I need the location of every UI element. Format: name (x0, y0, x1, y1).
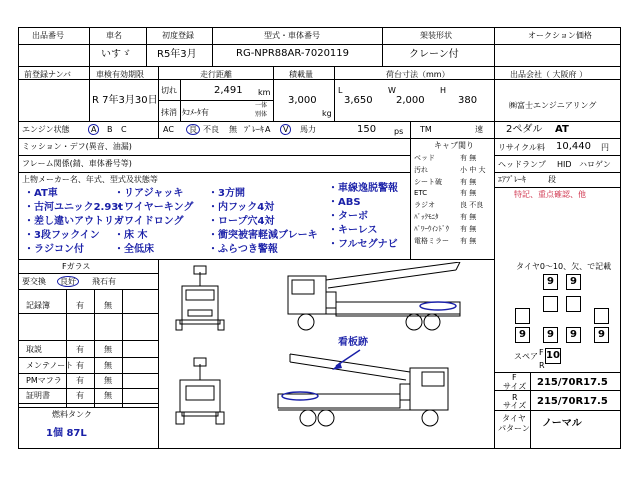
equipment-item: ・ワイヤーキング (114, 202, 194, 213)
left-item-option: 有 (76, 361, 84, 370)
equipment-item: ・フルセグナビ (328, 239, 398, 250)
left-item-option: 無 (104, 376, 112, 385)
cabin-item-label: 電格ミラー (414, 236, 449, 245)
equipment-title: 上物メーカー名、年式、型式及状態等 (22, 175, 158, 184)
power-value: 150 (357, 124, 377, 135)
seller-value: ㈱富士エンジニアリング (509, 101, 597, 110)
cabin-item-label: シート破 (414, 177, 442, 186)
equipment-item: ・ふらつき警報 (208, 244, 278, 255)
dim-w-label: W (388, 86, 396, 95)
cabin-item-options: 有 無 (460, 154, 477, 162)
cabin-item-label: ベッド (414, 154, 435, 162)
mileage-expired-label: 切れ (161, 86, 177, 95)
tire-pattern-label-2: パターン (498, 424, 530, 433)
left-item-option: 有 (76, 391, 84, 400)
tire-pattern-value: ノーマル (542, 418, 582, 429)
airbrake-value: 段 (548, 175, 556, 184)
left-item-label: 証明書 (26, 391, 50, 400)
car-name-value: いすゞ (101, 49, 131, 60)
mileage-value: 2,491 (214, 85, 243, 96)
truck-front-view (176, 266, 224, 330)
headlamp-halogen: ハロゲン (579, 160, 611, 169)
tire-rear-outer-left: 9 (515, 327, 530, 343)
spare-label: スペア (514, 352, 538, 361)
headlamp-hid: HID (557, 160, 572, 169)
equipment-item: ・古河ユニック2.93t (24, 202, 124, 213)
cabin-item-options: 有 無 (460, 224, 477, 233)
engine-grade-c: C (121, 125, 127, 134)
cabin-item-label: ラジオ (414, 201, 435, 210)
tire-rear-4 (594, 308, 609, 324)
left-item-option: 無 (104, 301, 112, 310)
equipment-item: ・3方開 (208, 188, 245, 199)
cabin-item-options: 有 無 (460, 177, 477, 186)
equipment-item: ・ラジコン付 (24, 244, 84, 255)
model-vin-value: RG-NPR88AR-7020119 (236, 48, 350, 59)
pedal-value: 2ペダル (506, 124, 543, 135)
left-item-option: 有 (76, 345, 84, 354)
equipment-item: ・ABS (328, 197, 361, 208)
truck-rear-view (176, 358, 224, 424)
tire-front-right: 9 (566, 274, 581, 290)
equipment-item: ・全低床 (114, 244, 154, 255)
label-inspection-expiry: 車検有効期限 (96, 70, 144, 79)
meter-change-label: ﾀｺﾒ-ﾀ有 (182, 108, 209, 117)
equipment-item: ・差し違いアウトリガ (24, 216, 124, 227)
glass-replace-label: 要交換 (22, 277, 46, 286)
headlamp-label: ヘッドランプ (498, 160, 546, 169)
first-registration-value: R5年3月 (157, 49, 197, 60)
signboard-mark-note: 看板跡 (338, 337, 368, 348)
label-mission-diff: ミッション・デフ(異音、油漏) (22, 142, 132, 151)
equipment-item: ・AT車 (24, 188, 58, 199)
equipment-item: ・衝突被害軽減ブレーキ (208, 230, 318, 241)
tire-rear-inner-left: 9 (543, 327, 558, 343)
cabin-item-label: ﾊﾟﾜｰｳｲﾝﾄﾞｳ (414, 224, 449, 233)
left-item-label: PMマフラ (26, 376, 62, 385)
cabin-item-options: 良 不良 (460, 201, 484, 210)
load-unit: kg (322, 109, 332, 118)
mileage-unit: km (258, 88, 271, 97)
transmission-value: AT (555, 124, 569, 135)
recycle-label: リサイクル料 (498, 143, 545, 152)
dim-l-value: 3,650 (344, 95, 373, 106)
truck-side-view (288, 262, 460, 330)
spare-r-label: R (539, 361, 545, 370)
recycle-unit: 円 (601, 143, 609, 152)
glass-good: 良好 (57, 277, 79, 287)
inspection-date-value: R 7年3月30日 (92, 95, 158, 106)
left-item-option: 無 (104, 391, 112, 400)
label-lot-number: 出品番号 (32, 31, 64, 40)
brake-label: ﾌﾞﾚｰｷ (244, 125, 264, 134)
dim-w-value: 2,000 (396, 95, 425, 106)
label-frame: フレーム関係(錆、車体番号等) (22, 159, 132, 168)
tm-label: TM (420, 125, 432, 134)
tire-front-left-2 (543, 296, 558, 312)
label-auction-price: オークション価格 (528, 31, 592, 40)
ac-label: AC (163, 125, 174, 134)
mileage-note-integrated: 一体 (255, 102, 268, 109)
tire-size-f-value: 215/70R17.5 (537, 377, 608, 388)
label-engine-condition: エンジン状態 (22, 125, 70, 134)
dim-h-label: H (440, 86, 447, 95)
glass-chip: 飛石有 (92, 277, 116, 286)
left-item-label: メンテノート (26, 361, 74, 370)
brake-v: V (280, 125, 291, 135)
dim-h-value: 380 (458, 95, 478, 106)
tire-size-r-label: R (512, 393, 518, 402)
tire-title: タイヤ0〜10、欠、で記載 (516, 262, 612, 271)
spare-f-label: F (539, 348, 544, 357)
tire-rear-1 (515, 308, 530, 324)
cabin-item-label: ETC (414, 189, 428, 198)
tire-front-left: 9 (543, 274, 558, 290)
glass-title: Fガラス (62, 262, 91, 271)
power-label: 馬力 (300, 125, 316, 134)
tire-rear-inner-right: 9 (566, 327, 581, 343)
tire-size-r-value: 215/70R17.5 (537, 396, 608, 407)
left-item-label: 取説 (26, 345, 42, 354)
brake-a: A (265, 125, 271, 134)
truck-diagram (160, 262, 494, 448)
engine-grade-a: A (88, 125, 99, 135)
spare-f-value: 10 (545, 348, 561, 364)
label-previous-plate: 前登録ナンバ (24, 70, 72, 79)
equipment-item: ・ロープ穴4対 (208, 216, 275, 227)
equipment-item: ・床 木 (114, 230, 148, 241)
tire-size-label: サイズ (503, 382, 527, 391)
cabin-title: キャブ関り (434, 141, 474, 150)
equipment-item: ・3段フックイン (24, 230, 100, 241)
mileage-cancelled-label: 抹消 (161, 108, 177, 117)
label-load: 積載量 (289, 70, 313, 79)
label-body-type: 架装形状 (420, 31, 452, 40)
load-value: 3,000 (288, 95, 317, 106)
special-notes-title: 特記、重点確認、他 (514, 190, 586, 199)
tire-pattern-label-1: タイヤ (502, 414, 526, 423)
equipment-item: ・リアジャッキ (114, 188, 184, 199)
tire-size-f-label: F (512, 373, 517, 382)
equipment-item: ・ワイドロング (114, 216, 184, 227)
equipment-item: ・内フック4対 (208, 202, 275, 213)
label-bed-dimensions: 荷台寸法（mm） (386, 70, 450, 79)
engine-grade-b: B (107, 125, 113, 134)
label-mileage: 走行距離 (200, 70, 232, 79)
left-item-option: 無 (104, 345, 112, 354)
tire-size-r-sublabel: サイズ (503, 401, 527, 410)
mileage-note-separate: 別体 (255, 111, 268, 118)
tire-rear-outer-right: 9 (594, 327, 609, 343)
cabin-item-options: 有 無 (460, 189, 477, 198)
label-car-name: 車名 (106, 31, 122, 40)
dim-l-label: L (338, 86, 343, 95)
body-type-value: クレーン付 (409, 49, 459, 60)
recycle-value: 10,440 (556, 141, 591, 152)
speed-label: 速 (475, 125, 483, 134)
equipment-item: ・ターボ (328, 211, 368, 222)
label-model-vin: 型式・車体番号 (264, 31, 320, 40)
cabin-item-options: 有 無 (460, 236, 477, 245)
cabin-item-options: 小 中 大 (460, 165, 486, 174)
truck-other-side-view (278, 350, 448, 426)
fuel-value: 1個 87L (46, 428, 87, 439)
cabin-item-label: ﾊﾞｯｸﾓﾆﾀ (414, 213, 439, 221)
equipment-item: ・キーレス (328, 225, 378, 236)
left-item-option: 有 (76, 376, 84, 385)
ac-good: 良 (186, 125, 200, 135)
left-item-option: 無 (104, 361, 112, 370)
tire-front-right-2 (566, 296, 581, 312)
airbrake-label: ｴｱﾌﾞﾚｰｷ (498, 175, 526, 184)
label-first-registration: 初度登録 (162, 31, 194, 40)
fuel-title: 燃料タンク (52, 410, 92, 419)
equipment-item: ・車線逸脱警報 (328, 183, 398, 194)
cabin-item-label: 汚れ (414, 165, 428, 174)
label-seller: 出品会社（ 大阪府 ） (510, 70, 588, 79)
ac-none: 無 (229, 125, 237, 134)
cabin-item-options: 有 無 (460, 213, 477, 221)
left-item-label: 記録簿 (26, 301, 50, 310)
power-unit: ps (394, 127, 404, 136)
ac-bad: 不良 (203, 125, 219, 134)
left-item-option: 有 (76, 301, 84, 310)
